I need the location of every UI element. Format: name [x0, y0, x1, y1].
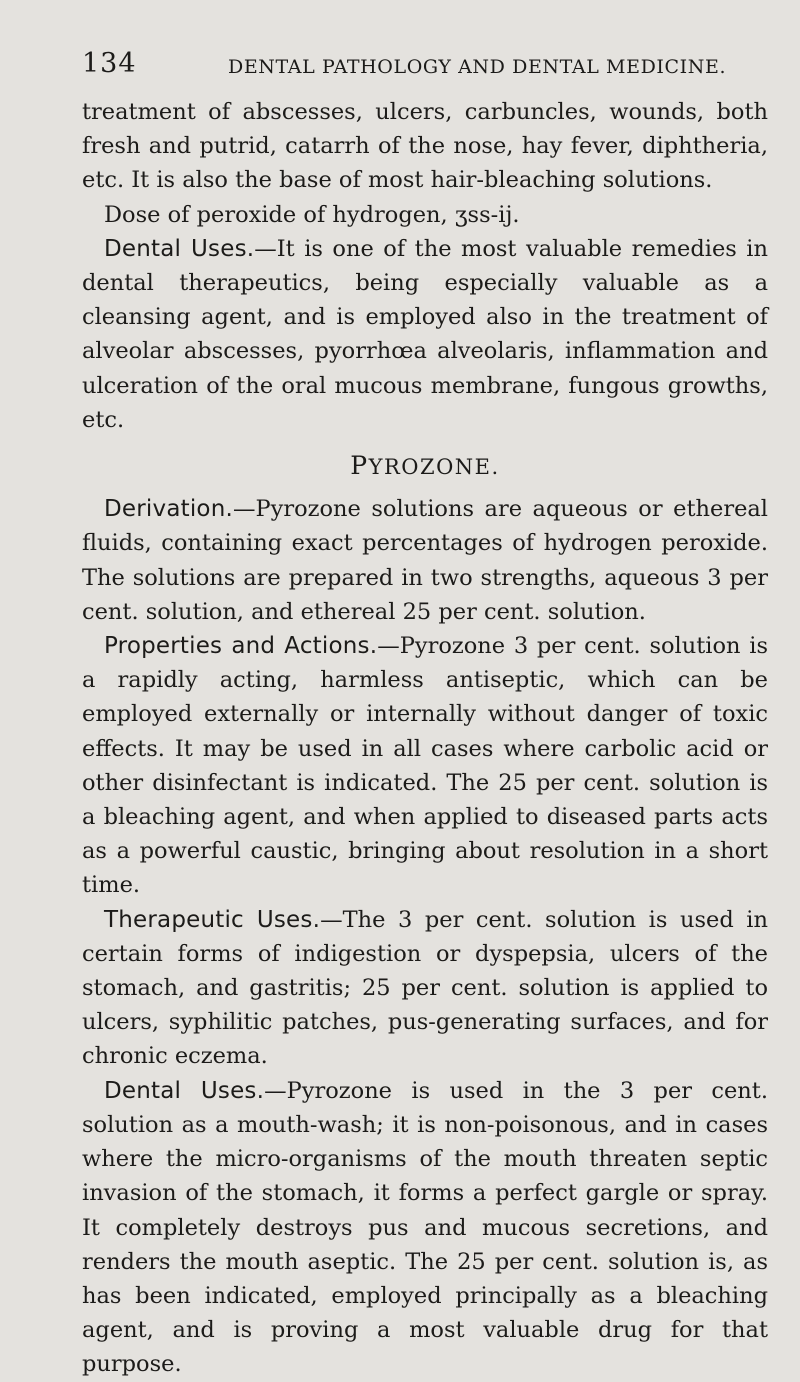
paragraph-derivation	[82, 492, 768, 629]
paragraph-treatment: treatment of abscesses, ulcers, carbuncles, wounds, both fresh and putrid, catarrh of the nose, hay fever, diphtheria, etc. It is also the base of most hair-bleaching solutions.	[82, 99, 768, 194]
paragraph-text: —It is one of the most valuable remedies in dental therapeutics, being especially valuable as a cleansing agent, and is employed also in the treatment of alveolar abscesses, pyorrhœa alveolaris, inflammation and ulceration of the oral mucous membrane, fungous growths, etc.	[82, 235, 768, 433]
paragraph-text: —Pyrozone solutions are aqueous or ethereal fluids, containing exact percentages of hydrogen peroxide. The solutions are prepared in two strengths, aqueous 3 per cent. solution, and ethereal 25 per cent. solution.	[82, 496, 768, 625]
section-heading-rest: YROZONE.	[368, 455, 500, 480]
paragraph-dental-uses-peroxide	[82, 232, 768, 437]
body-text	[82, 95, 768, 1382]
section-heading-initial: P	[350, 451, 369, 481]
paragraph-properties	[82, 629, 768, 903]
heading-dental-uses: Dental Uses.	[104, 235, 255, 262]
page-number: 134	[82, 48, 137, 79]
running-title: DENTAL PATHOLOGY AND DENTAL MEDICINE.	[228, 56, 727, 78]
paragraph-dental-uses-pyrozone	[82, 1074, 768, 1382]
heading-derivation: Derivation.	[104, 496, 233, 523]
running-head	[0, 48, 800, 84]
heading-therapeutic-uses: Therapeutic Uses.	[104, 906, 321, 933]
paragraph-dose: Dose of peroxide of hydrogen, ʒss-ij.	[104, 201, 520, 228]
paragraph-therapeutic-uses	[82, 903, 768, 1074]
heading-dental-uses: Dental Uses.	[104, 1077, 265, 1104]
heading-properties: Properties and Actions.	[104, 633, 378, 660]
section-heading-pyrozone	[82, 449, 768, 484]
paragraph-text: —Pyrozone is used in the 3 per cent. solution as a mouth-wash; it is non-poisonous, and in cases where the micro-organisms of the mouth threaten septic invasion of the stomach, it forms a perfect gargle or spray. It completely destroys pus and mucous secretions, and renders the mouth aseptic. The 25 per cent. solution is, as has been indicated, employed principally as a bleaching agent, and is proving a most valuable drug for that purpose.	[82, 1077, 768, 1378]
paragraph-text: —Pyrozone 3 per cent. solution is a rapidly acting, harmless antiseptic, which can be employed externally or internally without danger of toxic effects. It may be used in all cases where carbolic acid or other disinfectant is indicated. The 25 per cent. solution is a bleaching agent, and when applied to diseased parts acts as a powerful caustic, bringing about resolution in a short time.	[82, 633, 768, 899]
paragraph-text: —The 3 per cent. solution is used in certain forms of indigestion or dyspepsia, ulcers of the stomach, and gastritis; 25 per cent. solution is applied to ulcers, syphilitic patches, pus-generating surfaces, and for chronic eczema.	[82, 906, 768, 1070]
